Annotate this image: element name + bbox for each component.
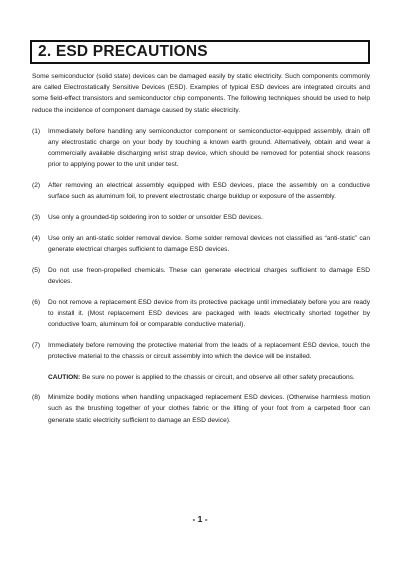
list-item-2 <box>32 180 370 202</box>
list-item-6 <box>32 297 370 331</box>
item-number: (8) <box>32 394 41 402</box>
item-number: (1) <box>32 127 41 135</box>
list-item-8 <box>32 392 370 426</box>
item-number: (2) <box>32 182 41 190</box>
item-text: Immediately before removing the protective material from the leads of a replacement ESD device, touch the protective material to the chassis or circuit assembly into which the device will be installed. <box>48 341 370 360</box>
list-item-3 <box>32 212 370 223</box>
caution-text: Be sure no power is applied to the chassis or circuit, and observe all other safety precautions. <box>80 373 355 381</box>
item-number: (3) <box>32 214 41 222</box>
item-text: Use only a grounded-tip soldering iron to solder or unsolder ESD devices. <box>48 214 263 222</box>
caution-label: CAUTION: <box>48 373 81 381</box>
page-number: - 1 - <box>192 514 208 524</box>
section-title-box <box>30 40 370 64</box>
body-text <box>32 71 370 435</box>
list-item-4 <box>32 233 370 255</box>
caution-note <box>48 372 370 383</box>
item-number: (7) <box>32 341 41 349</box>
list-item-1 <box>32 126 370 171</box>
list-item-7 <box>32 340 370 362</box>
intro-paragraph: Some semiconductor (solid state) devices can be damaged easily by static electricity. Such components commonly are called Electrostatically Sensitive Devices (ESD). Examples of typical ESD devices are integrated circuits and some field-effect transistors and semiconductor chip components. The following techniques should be used to help reduce the incidence of component damage caused by static electricity. <box>32 73 370 114</box>
item-number: (4) <box>32 234 41 242</box>
item-text: Do not remove a replacement ESD device from its protective package until immediately before you are ready to install it. (Most replacement ESD devices are packaged with leads electrically shorted together by conductive foam, aluminum foil or comparable conductive material). <box>48 298 370 328</box>
item-text: Immediately before handling any semiconductor component or semiconductor-equipped assembly, drain off any electrostatic charge on your body by touching a known earth ground. Alternatively, obtain and wear a commercially available discharging wrist strap device, which should be removed for potential shock reasons prior to applying power to the unit under test. <box>48 127 370 169</box>
section-title: 2. ESD PRECAUTIONS <box>38 43 208 60</box>
item-text: Do not use freon-propelled chemicals. These can generate electrical charges sufficient to damage ESD devices. <box>48 266 370 285</box>
list-item-5 <box>32 265 370 287</box>
item-text: Use only an anti-static solder removal device. Some solder removal devices not classified as “anti-static” can generate electrical charges sufficient to damage ESD devices. <box>48 234 370 253</box>
item-number: (5) <box>32 266 41 274</box>
item-text: Minimize bodily motions when handling unpackaged replacement ESD devices. (Otherwise harmless motion such as the brushing together of your clothes fabric or the lifting of your foot from a carpeted floor can generate static electricity sufficient to damage an ESD device). <box>48 394 370 424</box>
item-number: (6) <box>32 298 41 306</box>
item-text: After removing an electrical assembly equipped with ESD devices, place the assembly on a conductive surface such as aluminum foil, to prevent electrostatic charge buildup or exposure of the assembly. <box>48 182 370 201</box>
